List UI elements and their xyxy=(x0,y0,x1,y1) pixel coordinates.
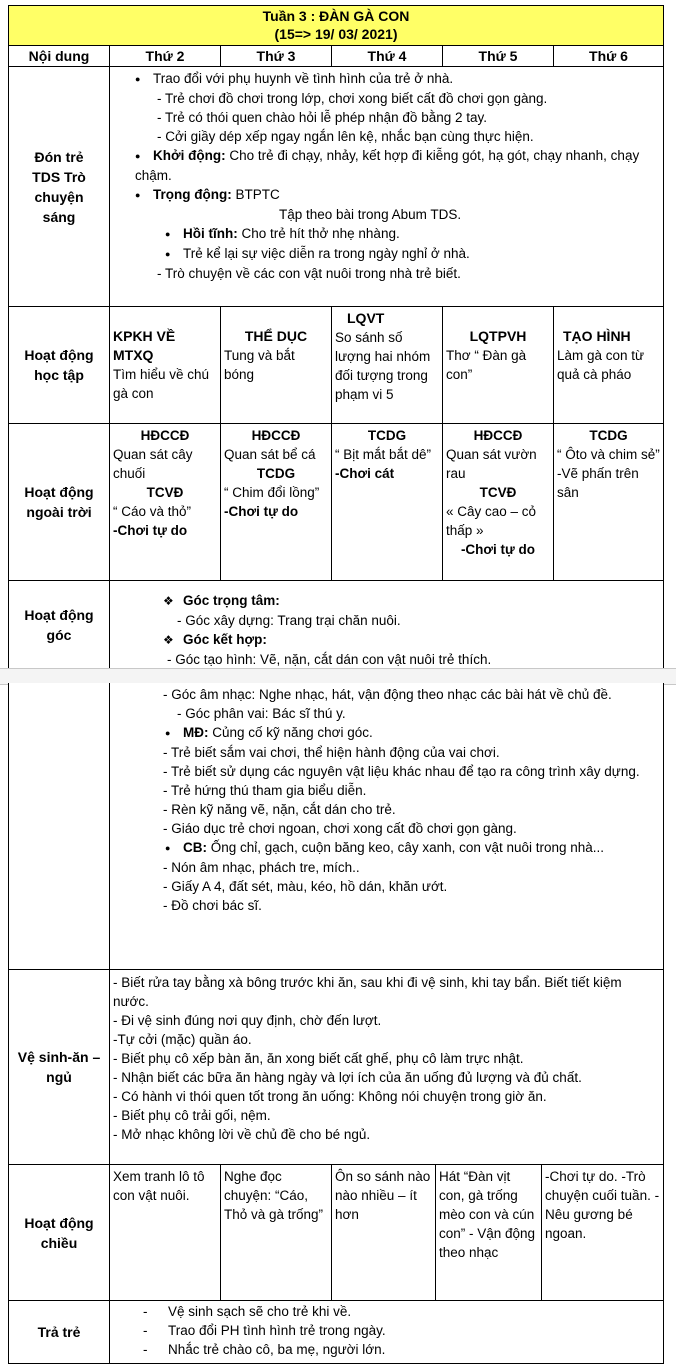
row-label-text: Vệ sinh-ăn –ngủ xyxy=(17,1049,101,1085)
activity-text: “ Bịt mắt bắt dê” xyxy=(335,447,432,462)
hoc-tap-thu-2 xyxy=(109,306,221,424)
header-label: Thứ 2 xyxy=(145,48,185,64)
row-label-text: Hoạt động ngoài trời xyxy=(24,484,94,520)
row-label-ngoai-troi xyxy=(8,423,110,581)
goc-cb-item: - Đồ chơi bác sĩ. xyxy=(163,898,262,913)
tra-tre-content xyxy=(109,1300,664,1364)
goc-trong-tam-title: ❖ Góc trọng tâm: xyxy=(113,591,660,611)
trong-dong-title: Trọng động: xyxy=(153,187,232,202)
subject: TẠO HÌNH xyxy=(563,328,631,344)
row-label-text: Trả trẻ xyxy=(37,1324,81,1340)
cb-title: CB: xyxy=(183,840,207,855)
header-label: Nội dung xyxy=(28,48,90,64)
row-label-goc xyxy=(8,580,110,670)
ve-sinh-item: - Đi vệ sinh đúng nơi quy định, chờ đến lượt. xyxy=(113,1013,382,1028)
activity-free: -Vẽ phấn trên sân xyxy=(557,466,639,500)
don-tre-line: ● Trao đổi với phụ huynh về tình hình của trẻ ở nhà. xyxy=(113,69,660,89)
row-label-don-tre xyxy=(8,66,110,307)
chieu-thu-5 xyxy=(435,1164,542,1301)
goc-cb xyxy=(113,838,660,858)
ve-sinh-item: - Có hành vi thói quen tốt trong ăn uống: Không nói chuyện trong giờ ăn. xyxy=(113,1089,547,1104)
subject-content: Làm gà con từ quả cà pháo xyxy=(557,348,645,382)
activity-text: “ Cáo và thỏ” xyxy=(113,504,192,519)
activity-heading: HĐCCĐ xyxy=(251,428,301,443)
goc-am-nhac: - Góc âm nhạc: Nghe nhạc, hát, vận động theo nhạc các bài hát về chủ đề. xyxy=(163,687,612,702)
activity-free: -Chơi cát xyxy=(335,466,395,481)
header-noi-dung xyxy=(8,45,110,67)
ngoai-troi-thu-4 xyxy=(331,423,443,581)
tra-tre-text: Trao đổi PH tình hình trẻ trong ngày. xyxy=(168,1323,386,1338)
chieu-text: Nghe đọc chuyện: “Cáo, Thỏ và gà trống” xyxy=(224,1169,324,1222)
header-label: Thứ 5 xyxy=(478,48,518,64)
row-label-chieu xyxy=(8,1164,110,1301)
ve-sinh-item: - Mở nhạc không lời về chủ đề cho bé ngủ. xyxy=(113,1127,371,1142)
ngoai-troi-thu-5 xyxy=(442,423,554,581)
goc-cb-item: - Giấy A 4, đất sét, màu, kéo, hồ dán, khăn ướt. xyxy=(163,879,448,894)
page-one xyxy=(8,5,664,668)
don-tre-line: - Trẻ chơi đồ chơi trong lớp, chơi xong biết cất đồ chơi gọn gàng. xyxy=(157,91,548,106)
row-label-text: Hoạt động góc xyxy=(24,607,94,643)
don-tre-content xyxy=(109,66,664,307)
tra-tre-item: - Vệ sinh sạch sẽ cho trẻ khi về. xyxy=(143,1304,352,1319)
header-thu-3 xyxy=(220,45,332,67)
chieu-thu-2 xyxy=(109,1164,221,1301)
subject: LQTPVH xyxy=(469,328,527,344)
activity-free: -Chơi tự do xyxy=(113,523,188,538)
header-thu-4 xyxy=(331,45,443,67)
chieu-text: -Chơi tự do. -Trò chuyện cuối tuần. - Nêu gương bé ngoan. xyxy=(545,1169,660,1241)
subject-content: So sánh số lượng hai nhóm đối tượng trong phạm vi 5 xyxy=(335,330,431,402)
ve-sinh-item: -Tự cởi (mặc) quần áo. xyxy=(113,1032,252,1047)
trong-dong-text: BTPTC xyxy=(235,187,280,202)
goc-cb-item: - Nón âm nhạc, phách tre, mích.. xyxy=(163,860,360,875)
activity-text: “ Chim đổi lồng” xyxy=(224,485,320,500)
header-label: Thứ 4 xyxy=(367,48,407,64)
row-label-hoc-tap xyxy=(8,306,110,424)
hoi-tinh xyxy=(113,224,660,244)
row-label-text: Đón trẻ TDS Trò chuyện sáng xyxy=(32,148,86,225)
subject: LQVT xyxy=(347,310,385,326)
goc-md-item: - Trẻ biết sắm vai chơi, thể hiện hành động của vai chơi. xyxy=(163,745,500,760)
activity-text: Quan sát vườn rau xyxy=(446,447,537,481)
goc-label-continued xyxy=(8,683,110,970)
header-thu-6 xyxy=(553,45,664,67)
ngoai-troi-thu-2 xyxy=(109,423,221,581)
activity-free: -Chơi tự do xyxy=(224,504,299,519)
don-tre-line: - Trẻ có thói quen chào hỏi lễ phép nhận đồ bằng 2 tay. xyxy=(157,110,487,125)
khoi-dong-title: Khởi động: xyxy=(153,148,226,163)
activity-heading: TCDG xyxy=(589,428,628,443)
chieu-thu-3 xyxy=(220,1164,332,1301)
activity-heading: HĐCCĐ xyxy=(473,428,523,443)
hoc-tap-thu-3 xyxy=(220,306,332,424)
subject: THỂ DỤC xyxy=(244,328,308,344)
goc-content-part2 xyxy=(109,683,664,970)
subject-content: Tìm hiểu về chú gà con xyxy=(113,367,210,401)
goc-md-item: - Trẻ biết sử dụng các nguyên vật liệu khác nhau để tạo ra công trình xây dựng. xyxy=(163,764,640,779)
goc-phan-vai: - Góc phân vai: Bác sĩ thú y. xyxy=(177,706,346,721)
tra-tre-text: Nhắc trẻ chào cô, ba mẹ, người lớn. xyxy=(168,1342,386,1357)
hoc-tap-thu-6 xyxy=(553,306,664,424)
chieu-text: Xem tranh lô tô con vật nuôi. xyxy=(113,1169,205,1203)
tro-chuyen: - Trò chuyện về các con vật nuôi trong nhà trẻ biết. xyxy=(157,266,461,281)
ngoai-troi-thu-6 xyxy=(553,423,664,581)
ve-sinh-content xyxy=(109,969,664,1165)
chieu-text: Hát “Đàn vịt con, gà trống mèo con và cún con” - Vận động theo nhạc xyxy=(439,1169,536,1260)
goc-trong-tam-item: - Góc xây dựng: Trang trại chăn nuôi. xyxy=(177,613,401,628)
activity-heading: TCDG xyxy=(367,428,407,443)
trong-dong-sub: Tập theo bài trong Abum TDS. xyxy=(279,207,462,222)
row-label-tra-tre xyxy=(8,1300,110,1364)
activity-text: Quan sát cây chuối xyxy=(113,447,193,481)
header-label: Thứ 3 xyxy=(256,48,296,64)
activity-text: “ Ôto và chim sẻ” xyxy=(557,447,660,462)
header-thu-2 xyxy=(109,45,221,67)
page-two xyxy=(8,683,664,1366)
goc-md-item: - Trẻ hứng thú tham gia biểu diễn. xyxy=(163,783,367,798)
khoi-dong xyxy=(113,146,660,185)
tra-tre-item: - Nhắc trẻ chào cô, ba mẹ, người lớn. xyxy=(143,1342,386,1357)
cb-text: Ống chỉ, gạch, cuộn băng keo, cây xanh, con vật nuôi trong nhà... xyxy=(210,840,605,855)
goc-ket-hop-title: ❖ Góc kết hợp: xyxy=(113,630,660,650)
activity-free: -Chơi tự do xyxy=(460,542,536,557)
activity-heading: HĐCCĐ xyxy=(140,428,190,443)
ve-sinh-item: - Biết rửa tay bằng xà bông trước khi ăn, sau khi đi vệ sinh, khi tay bẩn. Biết tiết kiệm nước. xyxy=(113,975,622,1009)
goc-md-item: - Rèn kỹ năng vẽ, nặn, cắt dán cho trẻ. xyxy=(163,802,396,817)
header-thu-5 xyxy=(442,45,554,67)
chieu-thu-6 xyxy=(541,1164,664,1301)
hoi-tinh-text: Cho trẻ hít thở nhẹ nhàng. xyxy=(241,226,400,241)
subject: KPKH VỀ MTXQ xyxy=(113,328,176,363)
tra-tre-text: Vệ sinh sạch sẽ cho trẻ khi về. xyxy=(168,1304,352,1319)
ve-sinh-item: - Biết phụ cô trải gối, nệm. xyxy=(113,1108,271,1123)
ve-sinh-item: - Nhận biết các bữa ăn hàng ngày và lợi ích của ăn uống đủ lượng và đủ chất. xyxy=(113,1070,582,1085)
hoc-tap-thu-4 xyxy=(331,306,443,424)
ke-lai: ● Trẻ kể lại sự việc diễn ra trong ngày nghỉ ở nhà. xyxy=(113,244,660,264)
row-label-text: Hoạt động chiều xyxy=(24,1214,94,1251)
activity-heading: TCVĐ xyxy=(479,485,517,500)
chieu-text: Ôn so sánh nào nào nhiều – ít hơn xyxy=(335,1169,431,1222)
ve-sinh-item: - Biết phụ cô xếp bàn ăn, ăn xong biết cất ghế, phụ cô làm trực nhật. xyxy=(113,1051,524,1066)
week-date-range: (15=> 19/ 03/ 2021) xyxy=(274,26,398,42)
ngoai-troi-thu-3 xyxy=(220,423,332,581)
don-tre-line: - Cởi giầy dép xếp ngay ngắn lên kệ, nhắc bạn cùng thực hiện. xyxy=(157,129,534,144)
goc-md-item: - Giáo dục trẻ chơi ngoan, chơi xong cất đồ chơi gọn gàng. xyxy=(163,821,517,836)
activity-text: Quan sát bể cá xyxy=(224,447,316,462)
md-title: MĐ: xyxy=(183,725,209,740)
goc-md xyxy=(113,723,660,743)
week-title xyxy=(8,5,664,46)
tra-tre-item: - Trao đổi PH tình hình trẻ trong ngày. xyxy=(143,1323,386,1338)
row-label-ve-sinh xyxy=(8,969,110,1165)
week-title-line1: Tuần 3 : ĐÀN GÀ CON xyxy=(262,8,410,24)
activity-text: « Cây cao – cỏ thấp » xyxy=(446,504,537,538)
goc-ket-hop-item: - Góc tạo hình: Vẽ, nặn, cắt dán con vật nuôi trẻ thích. xyxy=(167,652,492,667)
md-text: Củng cố kỹ năng chơi góc. xyxy=(212,725,373,740)
subject-content: Thơ “ Đàn gà con” xyxy=(446,348,527,382)
chieu-thu-4 xyxy=(331,1164,436,1301)
activity-heading: TCVĐ xyxy=(146,485,184,500)
row-label-text: Hoạt động học tập xyxy=(24,347,94,383)
khoi-dong-text: Cho trẻ đi chạy, nhảy, kết hợp đi kiễng gót, hạ gót, chạy nhanh, chạy chậm. xyxy=(135,148,640,183)
goc-content-part1 xyxy=(109,580,664,670)
trong-dong xyxy=(113,185,660,205)
activity-heading: TCDG xyxy=(256,466,296,481)
hoc-tap-thu-5 xyxy=(442,306,554,424)
subject-content: Tung và bắt bóng xyxy=(224,348,295,382)
header-label: Thứ 6 xyxy=(589,48,628,64)
hoi-tinh-title: Hồi tĩnh: xyxy=(183,226,238,241)
